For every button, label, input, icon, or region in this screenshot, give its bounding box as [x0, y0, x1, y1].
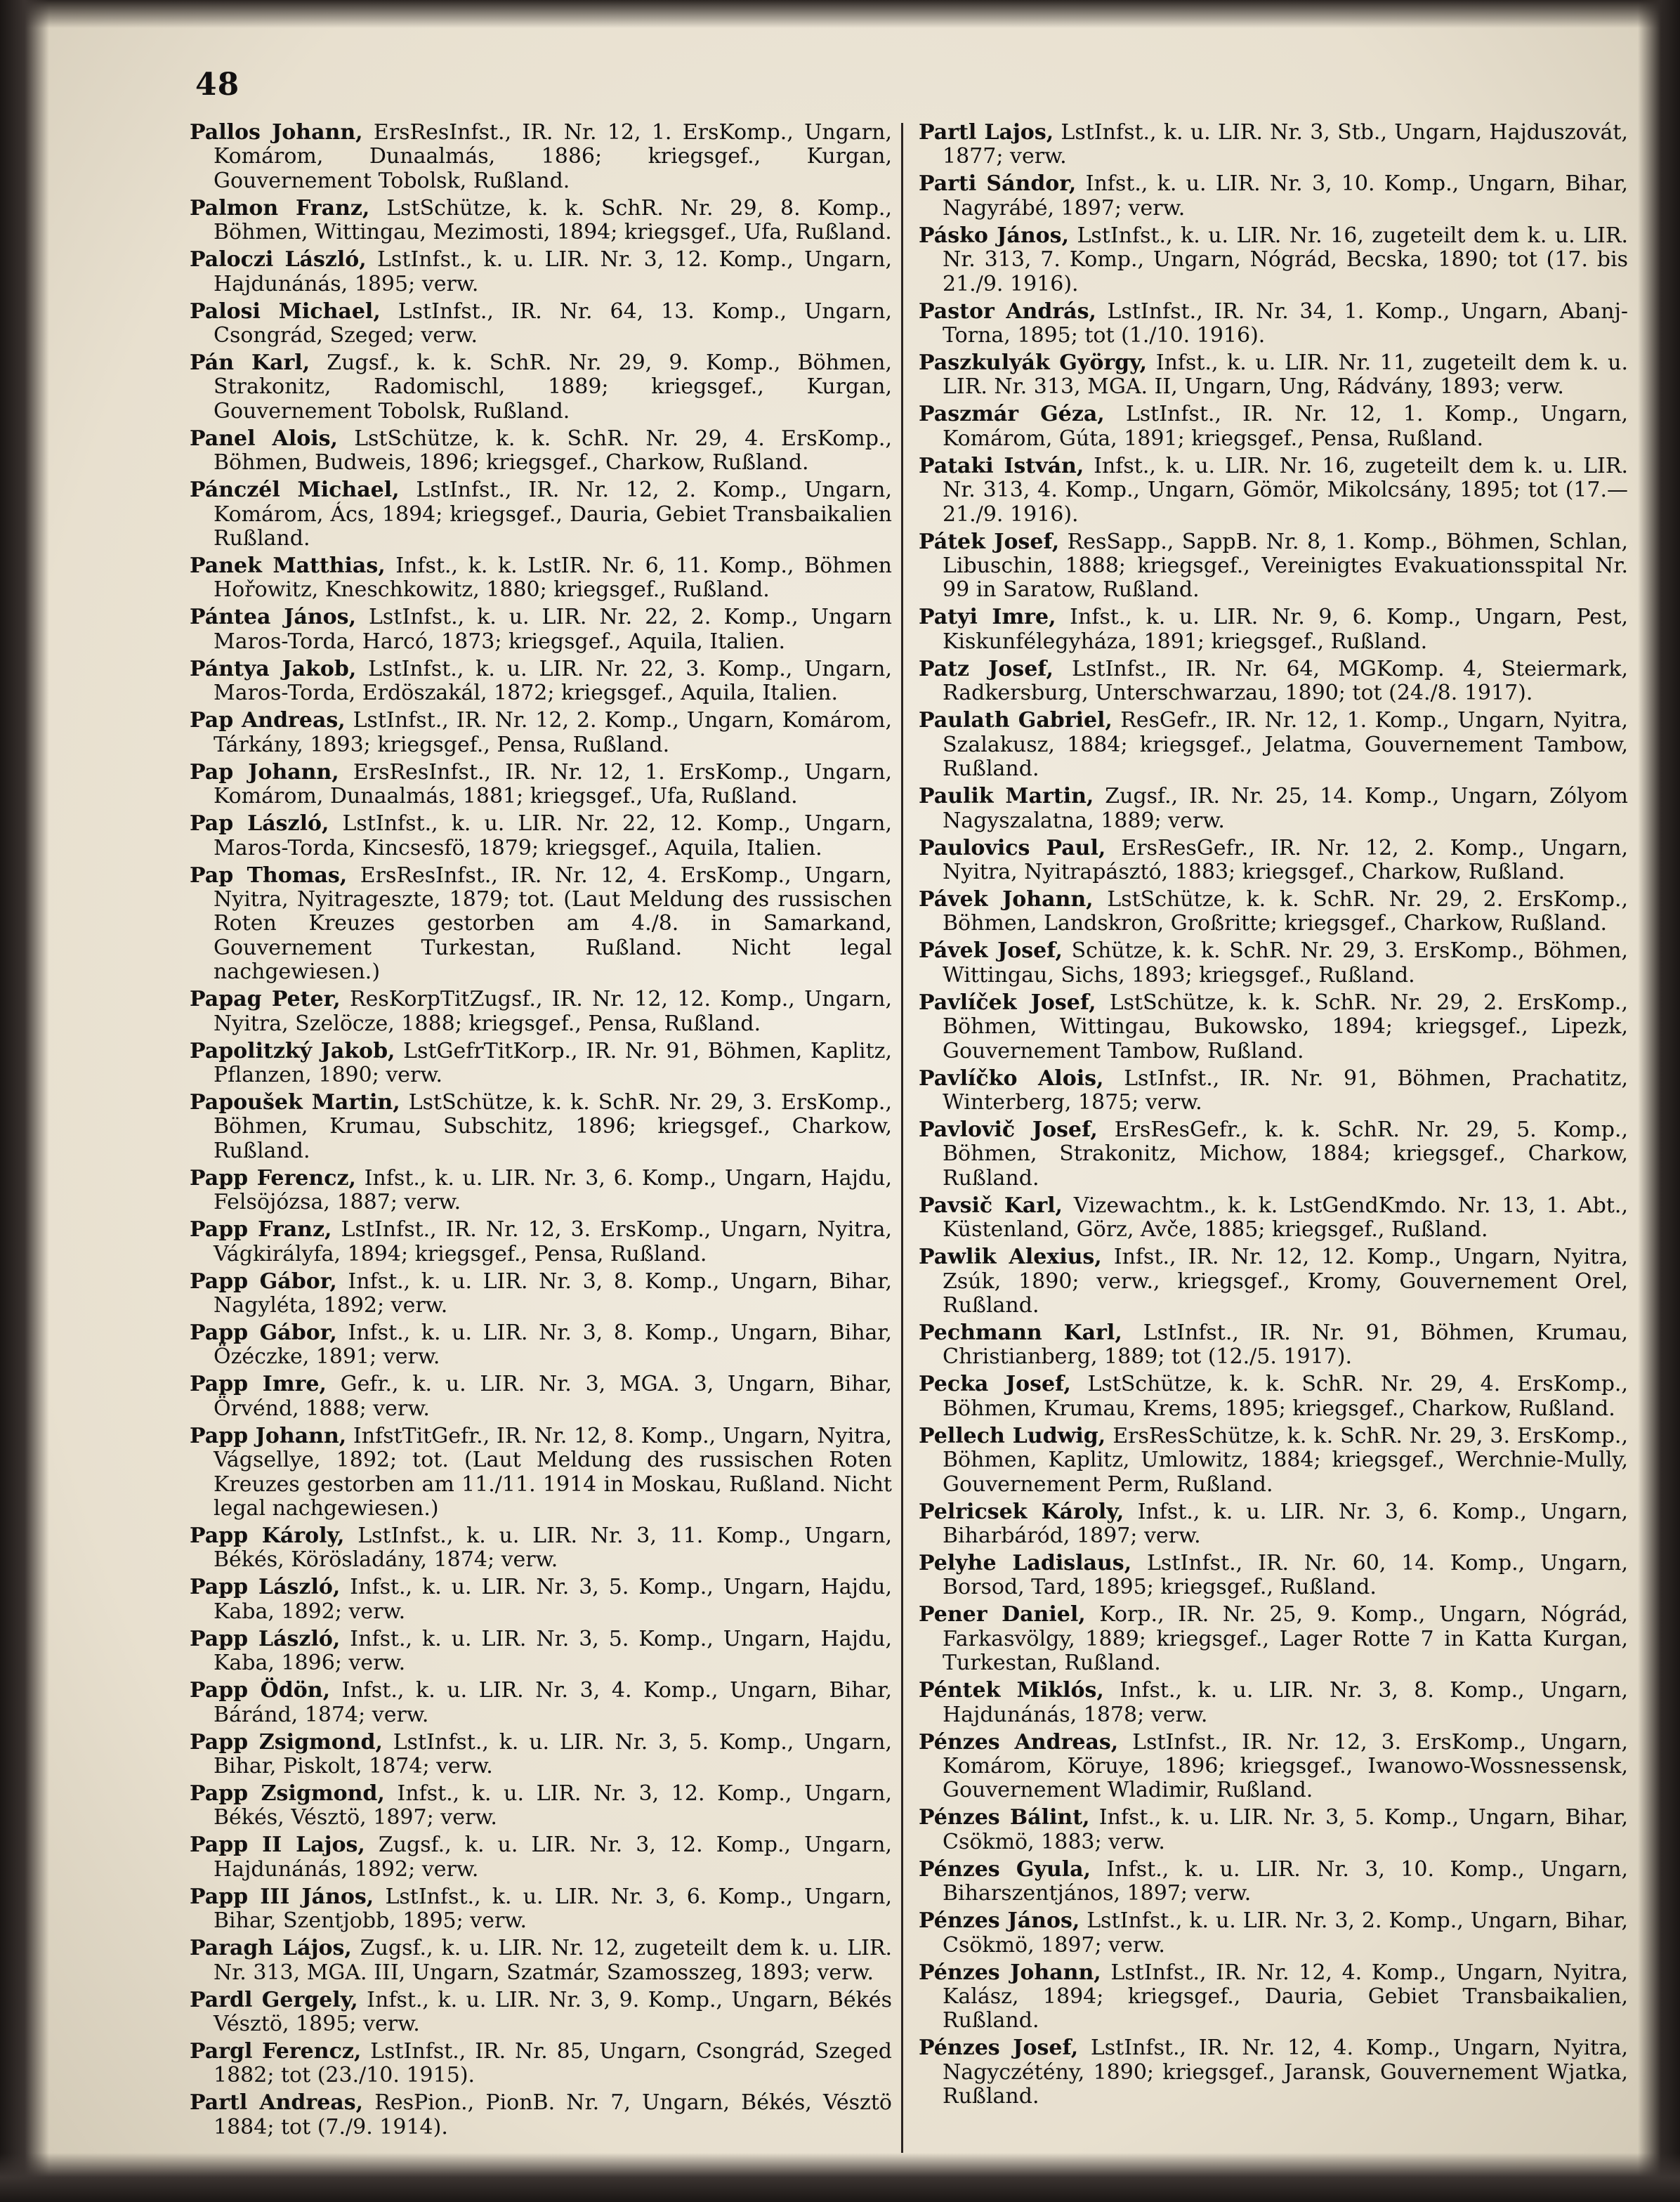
entry-details: LstInfst., IR. Nr. 12, 4. Komp., Ungarn, Nyitra, Nagyczétény, 1890; kriegsgef., Jaransk, Gouvernement Wjatka, Rußland.: [943, 2036, 1628, 2109]
list-entry: [919, 1679, 1628, 1727]
list-entry: [919, 454, 1628, 527]
list-entry: [190, 1091, 892, 1163]
left-column: [190, 121, 892, 2143]
list-entry: [919, 121, 1628, 169]
entry-details: ErsResGefr., k. k. SchR. Nr. 29, 5. Komp., Böhmen, Strakonitz, Michow, 1884; kriegsgef., Charkow, Rußland.: [943, 1117, 1628, 1191]
entry-details: LstInfst., IR. Nr. 12, 4. Komp., Ungarn, Nyitra, Kalász, 1894; kriegsgef., Dauria, Gebiet Transbaikalien, Rußland.: [943, 1960, 1628, 2033]
list-entry: [190, 864, 892, 985]
entry-name: Patz Josef,: [919, 656, 1054, 681]
list-entry: [919, 1500, 1628, 1549]
entry-details: LstSchütze, k. k. SchR. Nr. 29, 8. Komp., Böhmen, Wittingau, Mezimosti, 1894; kriegsgef., Ufa, Rußland.: [214, 195, 893, 245]
entry-details: Infst., k. u. LIR. Nr. 3, 6. Komp., Ungarn, Hajdu, Felsöjózsa, 1887; verw.: [214, 1165, 892, 1215]
entry-name: Pénzes Bálint,: [919, 1805, 1090, 1830]
entry-name: Papp László,: [190, 1626, 341, 1651]
entry-name: Pastor András,: [919, 299, 1096, 324]
entry-details: Infst., k. u. LIR. Nr. 3, 6. Komp., Ungarn, Biharbáród, 1897; verw.: [943, 1499, 1628, 1548]
entry-name: Pávek Josef,: [919, 938, 1063, 964]
list-entry: [190, 1424, 892, 1521]
list-entry: [190, 1167, 892, 1215]
entry-name: Parti Sándor,: [919, 171, 1077, 197]
entry-details: Zugsf., IR. Nr. 25, 14. Komp., Ungarn, Zólyom Nagyszalatna, 1889; verw.: [943, 784, 1628, 833]
list-entry: [919, 888, 1628, 936]
entry-name: Papp II Lajos,: [190, 1833, 365, 1858]
entry-name: Papp Zsigmond,: [190, 1781, 385, 1807]
entry-details: LstInfst., k. u. LIR. Nr. 3, 11. Komp., Ungarn, Békés, Körösladány, 1874; verw.: [214, 1523, 892, 1573]
scan-shadow-right: [1638, 0, 1680, 2202]
entry-name: Paulik Martin,: [919, 784, 1094, 809]
entry-name: Partl Andreas,: [190, 2090, 364, 2116]
entry-details: LstInfst., k. u. LIR. Nr. 3, 6. Komp., Ungarn, Bihar, Szentjobb, 1895; verw.: [214, 1884, 893, 1934]
entry-details: LstInfst., IR. Nr. 91, Böhmen, Krumau, Christianberg, 1889; tot (12./5. 1917).: [943, 1320, 1629, 1370]
entry-name: Papp Zsigmond,: [190, 1729, 383, 1755]
entry-name: Pechmann Karl,: [919, 1320, 1122, 1345]
entry-details: ResKorpTitZugsf., IR. Nr. 12, 12. Komp., Ungarn, Nyitra, Szelöcze, 1888; kriegsgef., Pensa, Rußland.: [214, 987, 892, 1036]
entry-name: Papp Franz,: [190, 1217, 332, 1243]
list-entry: [190, 1040, 892, 1088]
list-entry: [919, 1245, 1628, 1318]
entry-name: Pánczél Michael,: [190, 478, 400, 503]
column-divider: [901, 123, 903, 2153]
entry-details: Infst., k. u. LIR. Nr. 3, 5. Komp., Ungarn, Hajdu, Kaba, 1896; verw.: [214, 1626, 892, 1676]
list-entry: [190, 2040, 892, 2088]
entry-details: Infst., k. u. LIR. Nr. 3, 9. Komp., Ungarn, Békés Vésztö, 1895; verw.: [214, 1987, 892, 2037]
entry-name: Pataki István,: [919, 453, 1084, 478]
list-entry: [919, 530, 1628, 603]
list-entry: [190, 1679, 892, 1727]
entry-name: Pap Andreas,: [190, 708, 346, 733]
entry-details: Infst., k. u. LIR. Nr. 3, 8. Komp., Ungarn, Bihar, Özéczke, 1891; verw.: [214, 1320, 892, 1370]
entry-name: Patyi Imre,: [919, 605, 1056, 630]
entry-name: Papp Ödön,: [190, 1678, 331, 1703]
entry-name: Pán Karl,: [190, 350, 310, 376]
list-entry: [190, 1731, 892, 1779]
entry-details: Zugsf., k. u. LIR. Nr. 3, 12. Komp., Ungarn, Hajdunánás, 1892; verw.: [214, 1833, 892, 1882]
list-entry: [190, 121, 892, 193]
entry-details: LstInfst., k. u. LIR. Nr. 3, 12. Komp., Ungarn, Hajdunánás, 1895; verw.: [214, 247, 892, 296]
list-entry: [190, 1988, 892, 2037]
entry-name: Paszmár Géza,: [919, 402, 1105, 427]
entry-name: Pénzes Josef,: [919, 2036, 1079, 2061]
entry-details: LstInfst., k. u. LIR. Nr. 22, 2. Komp., Ungarn Maros-Torda, Harcó, 1873; kriegsgef., Aquila, Italien.: [214, 605, 892, 654]
entry-name: Papolitzký Jakob,: [190, 1038, 395, 1063]
list-entry: [190, 1575, 892, 1624]
entry-details: Infst., k. u. LIR. Nr. 3, 5. Komp., Ungarn, Hajdu, Kaba, 1892; verw.: [214, 1575, 892, 1624]
list-entry: [919, 1806, 1628, 1854]
list-entry: [190, 1936, 892, 1985]
entry-details: Infst., k. k. LstIR. Nr. 6, 11. Komp., Böhmen Hořowitz, Kneschkowitz, 1880; kriegsgef., Rußland.: [214, 553, 892, 603]
entry-details: LstInfst., k. u. LIR. Nr. 3, 5. Komp., Ungarn, Bihar, Piskolt, 1874; verw.: [214, 1729, 892, 1779]
entry-name: Pawlik Alexius,: [919, 1245, 1102, 1270]
entry-name: Pántya Jakob,: [190, 656, 357, 681]
list-entry: [919, 657, 1628, 706]
list-entry: [190, 2091, 892, 2139]
entry-details: LstInfst., k. u. LIR. Nr. 16, zugeteilt dem k. u. LIR. Nr. 313, 7. Komp., Ungarn, Nógrád, Becska, 1890; tot (17. bis 21./9. 1916).: [943, 223, 1629, 296]
list-entry: [919, 991, 1628, 1063]
entry-details: LstInfst., IR. Nr. 12, 3. ErsKomp., Ungarn, Nyitra, Vágkirályfa, 1894; kriegsgef., Pensa, Rußland.: [214, 1217, 892, 1266]
entry-details: LstSchütze, k. k. SchR. Nr. 29, 4. ErsKomp., Böhmen, Krumau, Krems, 1895; kriegsgef., Charkow, Rußland.: [943, 1372, 1628, 1421]
entry-name: Pavlíčko Alois,: [919, 1066, 1104, 1091]
entry-name: Palosi Michael,: [190, 299, 381, 324]
entry-details: ResGefr., IR. Nr. 12, 1. Komp., Ungarn, Nyitra, Szalakusz, 1884; kriegsgef., Jelatma, Gouvernement Tambow, Rußland.: [943, 708, 1629, 782]
entry-name: Péntek Miklós,: [919, 1678, 1104, 1703]
entry-details: ErsResInfst., IR. Nr. 12, 1. ErsKomp., Ungarn, Komárom, Dunaalmás, 1886; kriegsgef., Kurgan, Gouvernement Tobolsk, Rußland.: [214, 120, 892, 193]
entry-name: Papp Johann,: [190, 1423, 347, 1448]
entry-name: Pénzes Andreas,: [919, 1729, 1119, 1755]
list-entry: [190, 988, 892, 1036]
list-entry: [190, 605, 892, 654]
entry-details: Infst., k. u. LIR. Nr. 9, 6. Komp., Ungarn, Pest, Kiskunfélegyháza, 1891; kriegsgef., Rußland.: [943, 605, 1628, 654]
entry-name: Papp Imre,: [190, 1372, 327, 1397]
list-entry: [190, 1833, 892, 1882]
list-entry: [919, 785, 1628, 833]
list-entry: [919, 1372, 1628, 1421]
entry-details: Zugsf., k. u. LIR. Nr. 12, zugeteilt dem k. u. LIR. Nr. 313, MGA. III, Ungarn, Szatmár, Szamosszeg, 1893; verw.: [214, 1936, 893, 1985]
list-entry: [919, 2036, 1628, 2109]
entry-details: Infst., k. u. LIR. Nr. 3, 8. Komp., Ungarn, Hajdunánás, 1878; verw.: [943, 1678, 1628, 1727]
entry-name: Pénzes János,: [919, 1908, 1080, 1934]
entry-name: Pardl Gergely,: [190, 1987, 358, 2012]
entry-details: LstInfst., IR. Nr. 85, Ungarn, Csongrád, Szeged 1882; tot (23./10. 1915).: [214, 2039, 892, 2088]
entry-details: Infst., k. u. LIR. Nr. 3, 10. Komp., Ungarn, Biharszentjános, 1897; verw.: [943, 1856, 1628, 1906]
entry-details: Infst., k. u. LIR. Nr. 3, 8. Komp., Ungarn, Bihar, Nagyléta, 1892; verw.: [214, 1269, 892, 1318]
entry-name: Papp Károly,: [190, 1523, 345, 1548]
list-entry: [919, 1552, 1628, 1600]
entry-details: ErsResGefr., IR. Nr. 12, 2. Komp., Ungarn, Nyitra, Nyitrapásztó, 1883; kriegsgef., Charkow, Rußland.: [943, 835, 1628, 884]
entry-name: Panel Alois,: [190, 426, 338, 451]
entry-name: Pap László,: [190, 811, 329, 837]
entry-details: LstInfst., k. u. LIR. Nr. 22, 3. Komp., Ungarn, Maros-Torda, Erdöszakál, 1872; kriegsgef., Aquila, Italien.: [214, 656, 892, 706]
entry-name: Pelricsek Károly,: [919, 1499, 1124, 1524]
entry-name: Papp Ferencz,: [190, 1165, 356, 1191]
entry-details: ResSapp., SappB. Nr. 8, 1. Komp., Böhmen, Schlan, Libuschin, 1888; kriegsgef., Vereinigtes Evakuationsspital Nr. 99 in Saratow, Rußland.: [943, 529, 1628, 603]
entry-details: LstInfst., IR. Nr. 12, 3. ErsKomp., Ungarn, Komárom, Köruye, 1896; kriegsgef., Iwanowo-Wossnessensk, Gouvernement Wladimir, Rußland.: [943, 1729, 1628, 1803]
entry-name: Pallos Johann,: [190, 120, 363, 145]
entry-details: LstSchütze, k. k. SchR. Nr. 29, 4. ErsKomp., Böhmen, Budweis, 1896; kriegsgef., Charkow, Rußland.: [214, 426, 893, 476]
list-entry: [919, 300, 1628, 348]
entry-name: Papoušek Martin,: [190, 1089, 400, 1115]
entry-name: Pavsič Karl,: [919, 1193, 1063, 1218]
entry-details: Infst., k. u. LIR. Nr. 3, 5. Komp., Ungarn, Bihar, Csökmö, 1883; verw.: [943, 1805, 1628, 1854]
entry-details: LstSchütze, k. k. SchR. Nr. 29, 3. ErsKomp., Böhmen, Krumau, Subschitz, 1896; kriegsgef., Charkow, Rußland.: [214, 1089, 892, 1163]
list-entry: [919, 1858, 1628, 1906]
entry-details: InfstTitGefr., IR. Nr. 12, 8. Komp., Ungarn, Nyitra, Vágsellye, 1892; tot. (Laut Meldung des russischen Roten Kreuzes gestorben am 11./11. 1914 in Moskau, Rußland. Nicht legal nachgewiesen.): [214, 1423, 892, 1521]
entry-name: Pap Johann,: [190, 759, 339, 785]
entry-details: LstInfst., IR. Nr. 64, 13. Komp., Ungarn, Csongrád, Szeged; verw.: [214, 299, 892, 348]
list-entry: [190, 248, 892, 296]
scan-shadow-left: [0, 0, 49, 2202]
entry-details: LstGefrTitKorp., IR. Nr. 91, Böhmen, Kaplitz, Pflanzen, 1890; verw.: [214, 1038, 892, 1087]
entry-name: Partl Lajos,: [919, 120, 1054, 145]
entry-details: LstSchütze, k. k. SchR. Nr. 29, 2. ErsKomp., Böhmen, Wittingau, Bukowsko, 1894; kriegsgef., Lipezk, Gouvernement Tambow, Rußland.: [943, 990, 1628, 1063]
list-entry: [190, 761, 892, 809]
right-column: [919, 121, 1628, 2112]
list-entry: [919, 402, 1628, 451]
entry-name: Papp László,: [190, 1575, 341, 1600]
entry-details: LstInfst., k. u. LIR. Nr. 3, 2. Komp., Ungarn, Bihar, Csökmö, 1897; verw.: [943, 1908, 1628, 1958]
entry-details: Korp., IR. Nr. 25, 9. Komp., Ungarn, Nógrád, Farkasvölgy, 1889; kriegsgef., Lager Rotte 7 in Katta Kurgan, Turkestan, Rußland.: [943, 1602, 1629, 1676]
page-number: 48: [195, 67, 240, 103]
entry-name: Pásko János,: [919, 223, 1070, 248]
entry-name: Paulath Gabriel,: [919, 708, 1113, 733]
list-entry: [190, 1270, 892, 1318]
list-entry: [190, 1524, 892, 1573]
entry-details: LstInfst., IR. Nr. 12, 1. Komp., Ungarn, Komárom, Gúta, 1891; kriegsgef., Pensa, Rußland.: [943, 402, 1628, 451]
entry-name: Pántea János,: [190, 605, 357, 630]
list-entry: [190, 1218, 892, 1266]
entry-details: LstInfst., IR. Nr. 91, Böhmen, Prachatitz, Winterberg, 1875; verw.: [943, 1066, 1628, 1115]
entry-details: ErsResInfst., IR. Nr. 12, 4. ErsKomp., Ungarn, Nyitra, Nyitrageszte, 1879; tot. (Laut Meldung des russischen Roten Kreuzes gestorben am 4./8. in Samarkand, Gouvernement Turkestan, Rußland. Nicht legal nachgewiesen.): [214, 863, 893, 985]
list-entry: [919, 1118, 1628, 1191]
entry-details: Vizewachtm., k. k. LstGendKmdo. Nr. 13, 1. Abt., Küstenland, Görz, Avče, 1885; kriegsgef., Rußland.: [943, 1193, 1629, 1243]
entry-name: Pap Thomas,: [190, 863, 348, 888]
list-entry: [190, 427, 892, 476]
list-entry: [190, 1321, 892, 1370]
entry-details: ErsResSchütze, k. k. SchR. Nr. 29, 3. ErsKomp., Böhmen, Kaplitz, Umlowitz, 1884; kriegsgef., Werchnie-Mully, Gouvernement Perm, Rußland.: [943, 1423, 1628, 1497]
entry-details: Gefr., k. u. LIR. Nr. 3, MGA. 3, Ungarn, Bihar, Örvénd, 1888; verw.: [214, 1372, 892, 1421]
list-entry: [919, 1424, 1628, 1497]
entry-name: Pavlovič Josef,: [919, 1117, 1098, 1142]
entry-name: Panek Matthias,: [190, 553, 386, 579]
entry-details: LstInfst., IR. Nr. 12, 2. Komp., Ungarn, Komárom, Ács, 1894; kriegsgef., Dauria, Gebiet Transbaikalien Rußland.: [214, 478, 892, 551]
entry-name: Paszkulyák György,: [919, 350, 1148, 376]
list-entry: [919, 1194, 1628, 1243]
entry-name: Papp III János,: [190, 1884, 374, 1909]
entry-name: Pavlíček Josef,: [919, 990, 1096, 1015]
list-entry: [190, 1782, 892, 1830]
list-entry: [919, 224, 1628, 296]
entry-name: Pávek Johann,: [919, 886, 1094, 912]
list-entry: [190, 709, 892, 757]
list-entry: [190, 300, 892, 348]
list-entry: [190, 1372, 892, 1421]
list-entry: [190, 812, 892, 860]
entry-details: LstInfst., IR. Nr. 34, 1. Komp., Ungarn, Abanj-Torna, 1895; tot (1./10. 1916).: [943, 299, 1629, 348]
list-entry: [919, 1067, 1628, 1115]
list-entry: [190, 1627, 892, 1676]
list-entry: [190, 657, 892, 706]
entry-name: Pénzes Johann,: [919, 1960, 1101, 1985]
list-entry: [919, 1961, 1628, 2033]
entry-name: Papp Gábor,: [190, 1269, 337, 1294]
entry-details: Infst., k. u. LIR. Nr. 3, 4. Komp., Ungarn, Bihar, Báránd, 1874; verw.: [214, 1678, 893, 1727]
list-entry: [919, 1731, 1628, 1803]
list-entry: [919, 1321, 1628, 1370]
entry-details: LstSchütze, k. k. SchR. Nr. 29, 2. ErsKomp., Böhmen, Landskron, Großritte; kriegsgef., Charkow, Rußland.: [943, 886, 1628, 936]
entry-name: Papag Peter,: [190, 987, 341, 1012]
entry-name: Paulovics Paul,: [919, 835, 1106, 860]
list-entry: [919, 172, 1628, 221]
entry-name: Papp Gábor,: [190, 1320, 337, 1345]
entry-name: Pénzes Gyula,: [919, 1856, 1091, 1882]
entry-details: Schütze, k. k. SchR. Nr. 29, 3. ErsKomp., Böhmen, Wittingau, Sichs, 1893; kriegsgef., Rußland.: [943, 938, 1629, 988]
list-entry: [919, 939, 1628, 988]
entry-name: Paloczi László,: [190, 247, 367, 273]
entry-details: Infst., k. u. LIR. Nr. 11, zugeteilt dem k. u. LIR. Nr. 313, MGA. II, Ungarn, Ung, Rádvány, 1893; verw.: [943, 350, 1628, 400]
list-entry: [190, 1885, 892, 1934]
entry-name: Pargl Ferencz,: [190, 2039, 362, 2064]
list-entry: [919, 351, 1628, 400]
list-entry: [190, 478, 892, 551]
entry-name: Pelyhe Ladislaus,: [919, 1551, 1132, 1575]
entry-name: Pátek Josef,: [919, 529, 1060, 554]
entry-name: Paragh Lájos,: [190, 1936, 352, 1961]
entry-name: Pener Daniel,: [919, 1602, 1086, 1627]
list-entry: [190, 554, 892, 603]
list-entry: [919, 837, 1628, 885]
entry-details: Infst., IR. Nr. 12, 12. Komp., Ungarn, Nyitra, Zsúk, 1890; verw., kriegsgef., Kromy, Gouvernement Orel, Rußland.: [943, 1245, 1628, 1318]
entry-details: LstInfst., IR. Nr. 64, MGKomp. 4, Steiermark, Radkersburg, Unterschwarzau, 1890; tot (24./8. 1917).: [943, 656, 1628, 706]
scan-shadow-bottom: [0, 2153, 1680, 2202]
list-entry: [919, 1603, 1628, 1675]
entry-details: Zugsf., k. k. SchR. Nr. 29, 9. Komp., Böhmen, Strakonitz, Radomischl, 1889; kriegsgef., Kurgan, Gouvernement Tobolsk, Rußland.: [214, 350, 893, 424]
list-entry: [919, 1909, 1628, 1958]
entry-details: LstInfst., k. u. LIR. Nr. 3, Stb., Ungarn, Hajduszovát, 1877; verw.: [943, 120, 1628, 169]
entry-details: ResPion., PionB. Nr. 7, Ungarn, Békés, Vésztö 1884; tot (7./9. 1914).: [214, 2090, 892, 2139]
scan-shadow-top: [0, 0, 1680, 28]
entry-name: Pellech Ludwig,: [919, 1423, 1106, 1448]
list-entry: [919, 709, 1628, 781]
entry-details: LstInfst., IR. Nr. 60, 14. Komp., Ungarn, Borsod, Tard, 1895; kriegsgef., Rußland.: [943, 1551, 1628, 1600]
list-entry: [919, 605, 1628, 654]
entry-details: Infst., k. u. LIR. Nr. 16, zugeteilt dem k. u. LIR. Nr. 313, 4. Komp., Ungarn, Gömör, Mikolcsány, 1895; tot (17.—21./9. 1916).: [943, 453, 1628, 527]
entry-name: Palmon Franz,: [190, 195, 370, 221]
entry-details: Infst., k. u. LIR. Nr. 3, 10. Komp., Ungarn, Bihar, Nagyrábé, 1897; verw.: [943, 171, 1628, 221]
entry-name: Pecka Josef,: [919, 1372, 1071, 1397]
entry-details: Infst., k. u. LIR. Nr. 3, 12. Komp., Ungarn, Békés, Vésztö, 1897; verw.: [214, 1781, 892, 1830]
list-entry: [190, 351, 892, 424]
entry-details: ErsResInfst., IR. Nr. 12, 1. ErsKomp., Ungarn, Komárom, Dunaalmás, 1881; kriegsgef., Ufa, Rußland.: [214, 759, 892, 809]
list-entry: [190, 197, 892, 245]
entry-details: LstInfst., k. u. LIR. Nr. 22, 12. Komp., Ungarn, Maros-Torda, Kincsesfö, 1879; kriegsgef., Aquila, Italien.: [214, 811, 892, 860]
entry-details: LstInfst., IR. Nr. 12, 2. Komp., Ungarn, Komárom, Tárkány, 1893; kriegsgef., Pensa, Rußland.: [214, 708, 892, 757]
